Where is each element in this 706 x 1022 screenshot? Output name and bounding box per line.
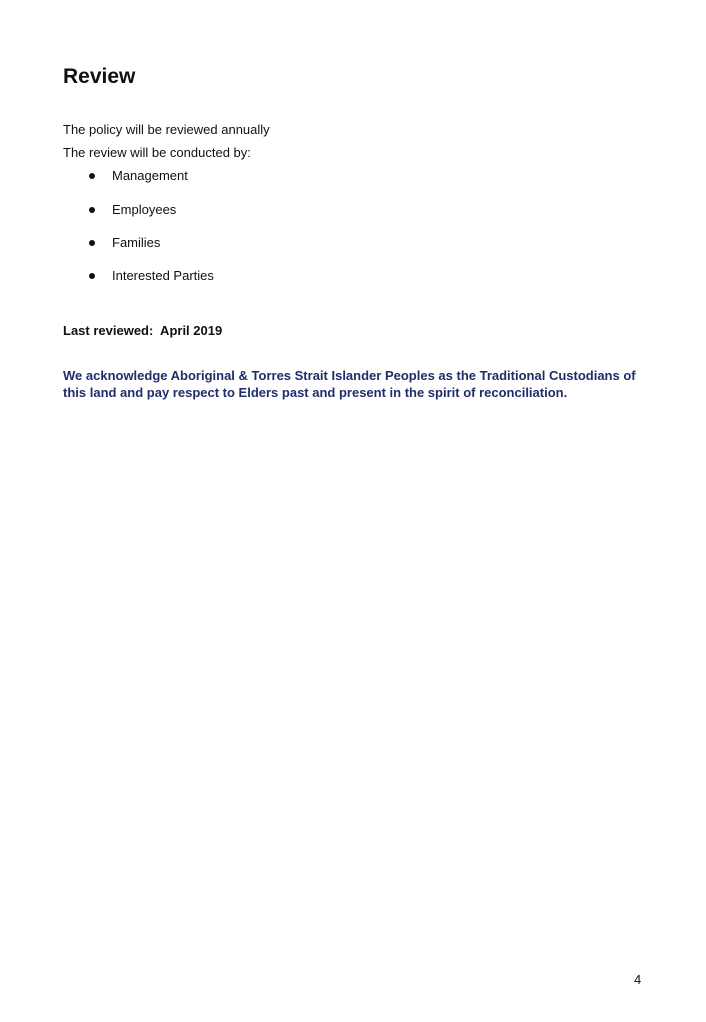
section-heading: Review bbox=[63, 65, 136, 88]
bullet-icon bbox=[89, 173, 95, 179]
list-item bbox=[0, 234, 400, 252]
review-frequency-text: The policy will be reviewed annually bbox=[63, 122, 270, 137]
list-item bbox=[0, 267, 400, 285]
bullet-icon bbox=[89, 240, 95, 246]
list-item bbox=[0, 167, 400, 185]
review-conducted-by-text: The review will be conducted by: bbox=[63, 145, 251, 160]
list-item-text: Employees bbox=[112, 202, 177, 217]
list-item-text: Interested Parties bbox=[112, 268, 214, 283]
page-number: 4 bbox=[634, 972, 642, 987]
acknowledgement-text: We acknowledge Aboriginal & Torres Strait Islander Peoples as the Traditional Custodians of this land and pay respect to Elders past and present in the spirit of reconciliation. bbox=[63, 368, 636, 400]
bullet-icon bbox=[89, 207, 95, 213]
last-reviewed-text: Last reviewed: April 2019 bbox=[63, 323, 223, 338]
list-item-text: Management bbox=[112, 168, 188, 183]
list-item bbox=[0, 201, 400, 219]
bullet-icon bbox=[89, 273, 95, 279]
list-item-text: Families bbox=[112, 235, 161, 250]
